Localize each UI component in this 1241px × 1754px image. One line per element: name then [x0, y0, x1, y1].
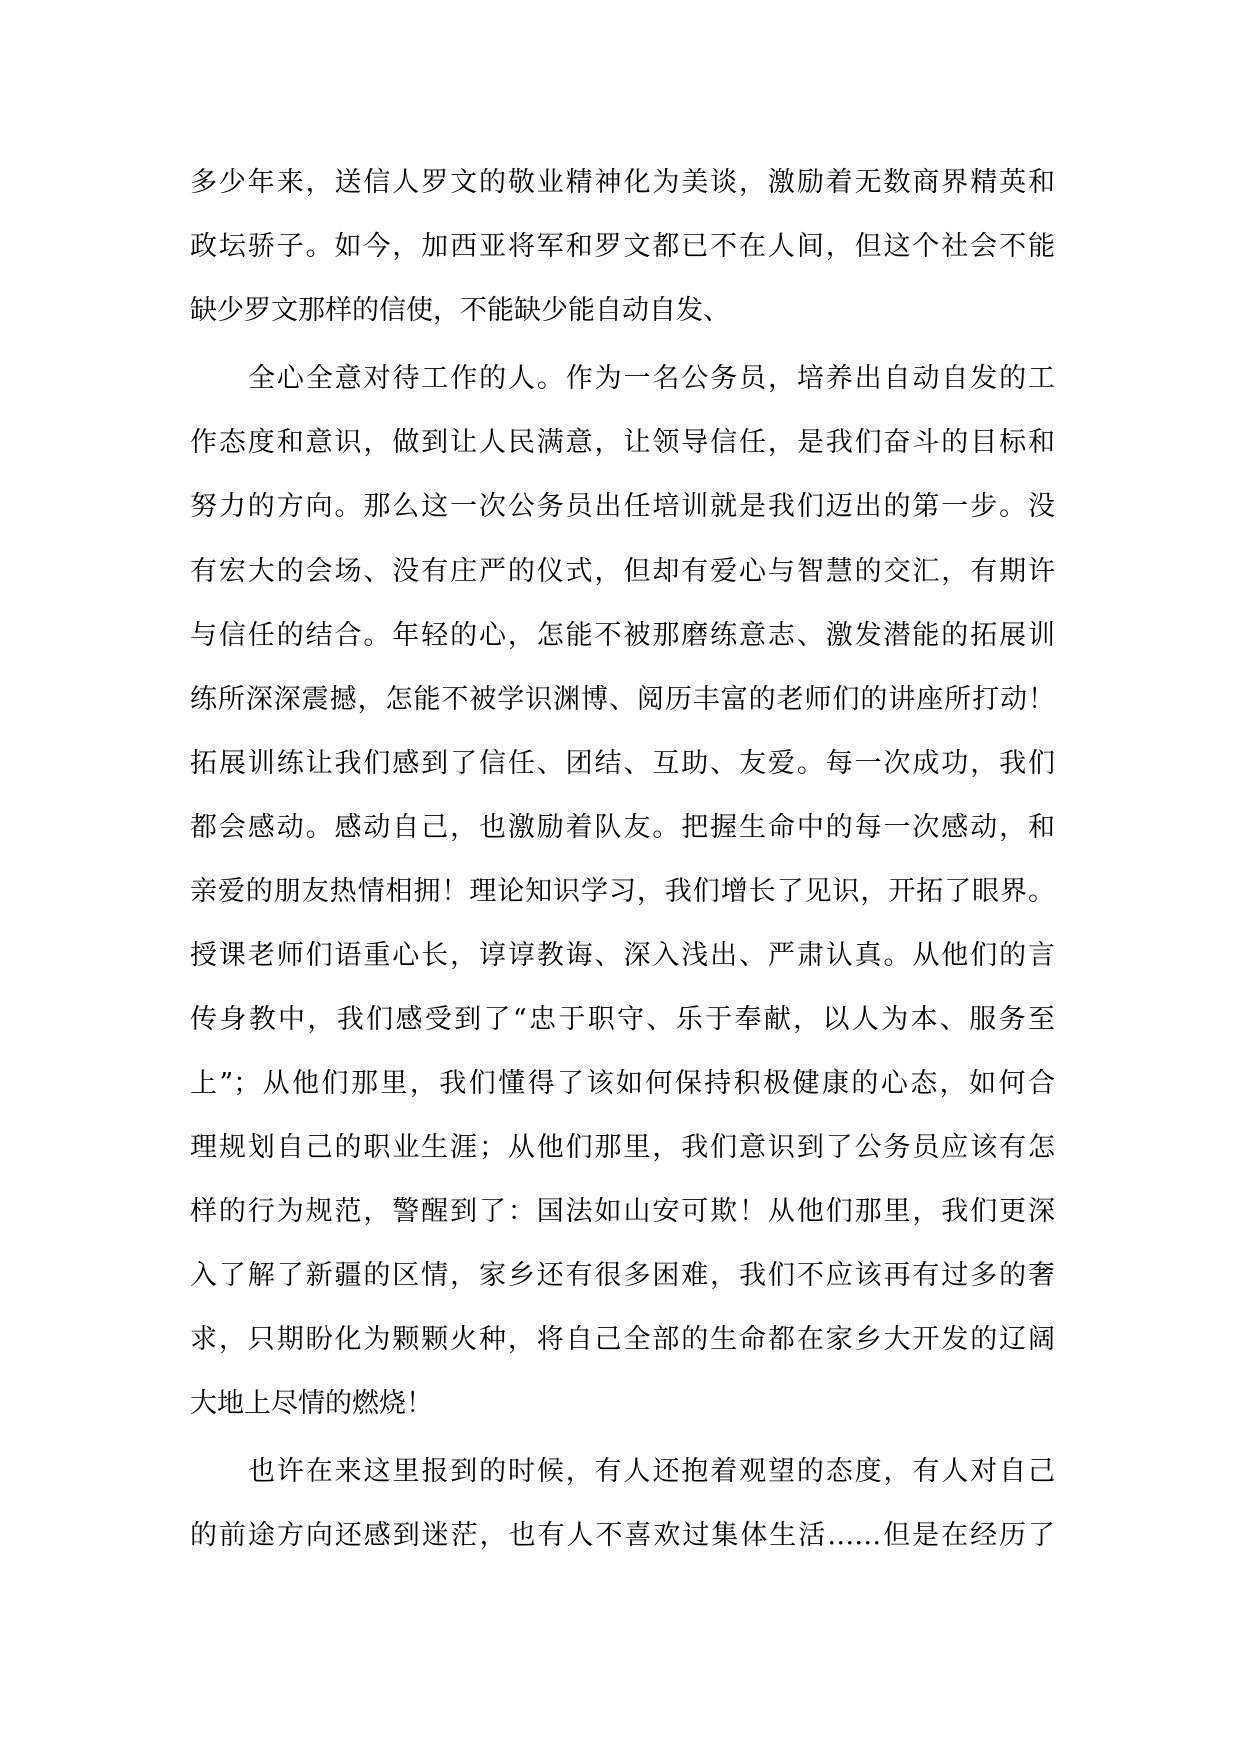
paragraph-2-line-17: 大地上尽情的燃烧！: [190, 1388, 433, 1419]
paragraph-2-line-12: 上”；从他们那里，我们懂得了该如何保持积极健康的心态，如何合: [190, 1068, 1055, 1099]
paragraph-2-line-2: 作态度和意识，做到让人民满意，让领导信任，是我们奋斗的目标和: [190, 427, 1055, 458]
paragraph-3-line-2: 的前途方向还感到迷茫，也有人不喜欢过集体生活……但是在经历了: [190, 1520, 1055, 1551]
paragraph-2-line-6: 练所深深震撼，怎能不被学识渊博、阅历丰富的老师们的讲座所打动！: [190, 684, 1055, 715]
paragraph-2-line-11: 传身教中，我们感受到了“忠于职守、乐于奉献，以人为本、服务至: [190, 1004, 1055, 1035]
paragraph-1-line-3: 缺少罗文那样的信使，不能缺少能自动自发、: [190, 295, 730, 326]
paragraph-1-line-2: 政坛骄子。如今，加西亚将军和罗文都已不在人间，但这个社会不能: [190, 231, 1055, 262]
paragraph-2-line-13: 理规划自己的职业生涯；从他们那里，我们意识到了公务员应该有怎: [190, 1132, 1055, 1163]
paragraph-2-line-16: 求，只期盼化为颗颗火种，将自己全部的生命都在家乡大开发的辽阔: [190, 1324, 1055, 1355]
paragraph-3-line-1: 也许在来这里报到的时候，有人还抱着观望的态度，有人对自己: [248, 1456, 1055, 1487]
paragraph-2-line-8: 都会感动。感动自己，也激励着队友。把握生命中的每一次感动，和: [190, 812, 1055, 843]
paragraph-1-line-1: 多少年来，送信人罗文的敬业精神化为美谈，激励着无数商界精英和: [190, 167, 1055, 198]
paragraph-2-line-5: 与信任的结合。年轻的心，怎能不被那磨练意志、激发潜能的拓展训: [190, 620, 1055, 651]
paragraph-2-line-10: 授课老师们语重心长，谆谆教诲、深入浅出、严肃认真。从他们的言: [190, 940, 1055, 971]
paragraph-2-line-7: 拓展训练让我们感到了信任、团结、互助、友爱。每一次成功，我们: [190, 748, 1055, 779]
paragraph-2-line-1: 全心全意对待工作的人。作为一名公务员，培养出自动自发的工: [248, 363, 1055, 394]
paragraph-2-line-15: 入了解了新疆的区情，家乡还有很多困难，我们不应该再有过多的奢: [190, 1260, 1055, 1291]
paragraph-2-line-9: 亲爱的朋友热情相拥！理论知识学习，我们增长了见识，开拓了眼界。: [190, 876, 1055, 907]
paragraph-2-line-3: 努力的方向。那么这一次公务员出任培训就是我们迈出的第一步。没: [190, 491, 1055, 522]
paragraph-2-line-14: 样的行为规范，警醒到了：国法如山安可欺！从他们那里，我们更深: [190, 1196, 1055, 1227]
paragraph-2-line-4: 有宏大的会场、没有庄严的仪式，但却有爱心与智慧的交汇，有期许: [190, 556, 1055, 587]
